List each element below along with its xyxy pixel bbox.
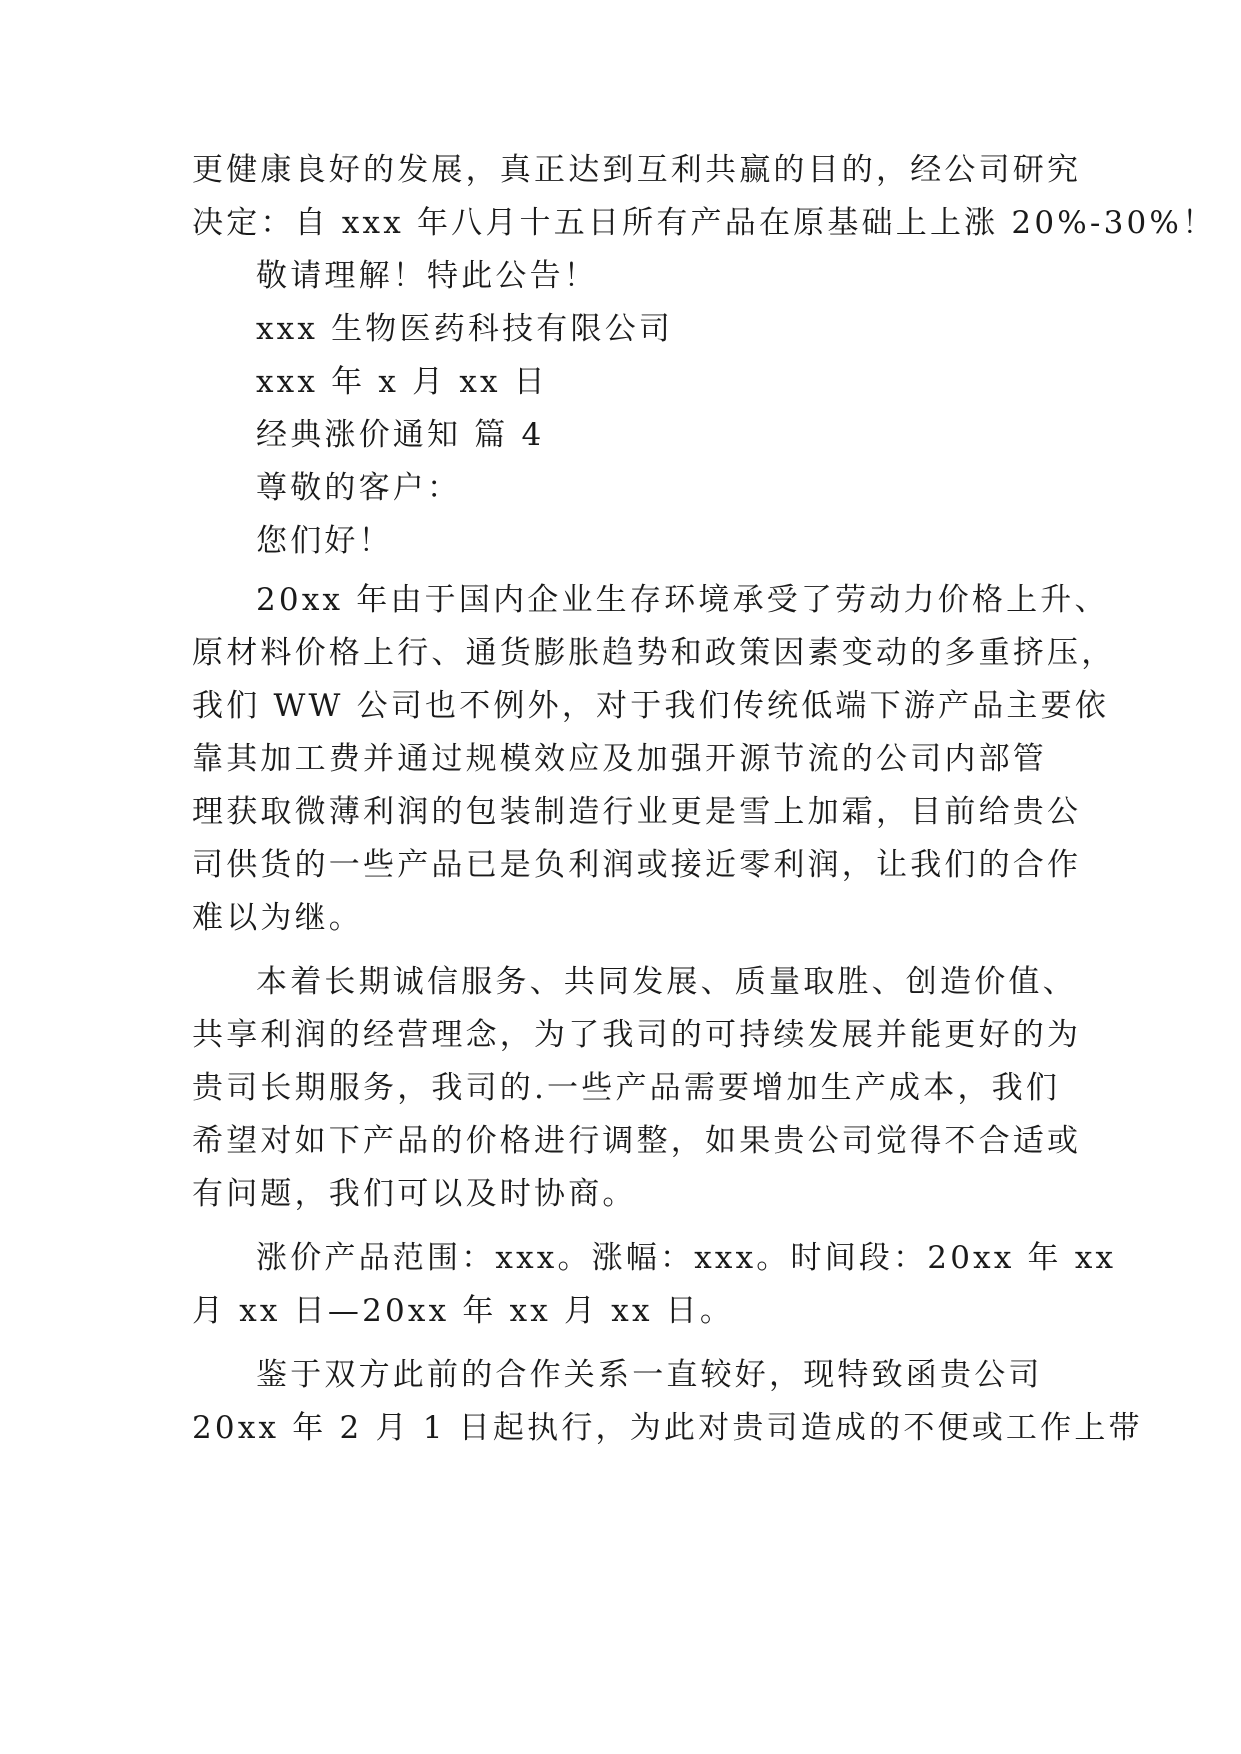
- text-line: 希望对如下产品的价格进行调整，如果贵公司觉得不合适或: [192, 1123, 1082, 1159]
- text-line: 我们 WW 公司也不例外，对于我们传统低端下游产品主要依: [192, 688, 1110, 724]
- text-line: 理获取微薄利润的包装制造行业更是雪上加霜，目前给贵公: [192, 794, 1082, 830]
- section-heading: 经典涨价通知 篇 4: [256, 417, 545, 453]
- date-line: xxx 年 x 月 xx 日: [256, 364, 548, 400]
- text-line: 20xx 年 2 月 1 日起执行，为此对贵司造成的不便或工作上带: [192, 1410, 1143, 1446]
- text-line: 靠其加工费并通过规模效应及加强开源节流的公司内部管: [192, 741, 1047, 777]
- text-line: 鉴于双方此前的合作关系一直较好，现特致函贵公司: [256, 1357, 1043, 1393]
- text-line: 贵司长期服务，我司的.一些产品需要增加生产成本，我们: [192, 1070, 1061, 1106]
- text-line: 原材料价格上行、通货膨胀趋势和政策因素变动的多重挤压，: [192, 635, 1116, 671]
- text-line: 月 xx 日—20xx 年 xx 月 xx 日。: [192, 1293, 735, 1329]
- text-line: 共享利润的经营理念，为了我司的可持续发展并能更好的为: [192, 1017, 1082, 1053]
- company-name: xxx 生物医药科技有限公司: [256, 311, 674, 347]
- text-line: 司供货的一些产品已是负利润或接近零利润，让我们的合作: [192, 847, 1082, 883]
- text-line: 难以为继。: [192, 900, 363, 936]
- text-line: 涨价产品范围：xxx。涨幅：xxx。时间段：20xx 年 xx: [256, 1240, 1117, 1276]
- text-line: 本着长期诚信服务、共同发展、质量取胜、创造价值、: [256, 964, 1077, 1000]
- text-line: 有问题，我们可以及时协商。: [192, 1176, 637, 1212]
- salutation: 尊敬的客户：: [256, 470, 462, 506]
- text-line: 20xx 年由于国内企业生存环境承受了劳动力价格上升、: [256, 582, 1109, 618]
- text-line: 更健康良好的发展，真正达到互利共赢的目的，经公司研究: [192, 152, 1082, 188]
- greeting: 您们好！: [256, 523, 393, 559]
- text-line: 敬请理解！特此公告！: [256, 258, 598, 294]
- text-line: 决定：自 xxx 年八月十五日所有产品在原基础上上涨 20%-30%！: [192, 205, 1217, 241]
